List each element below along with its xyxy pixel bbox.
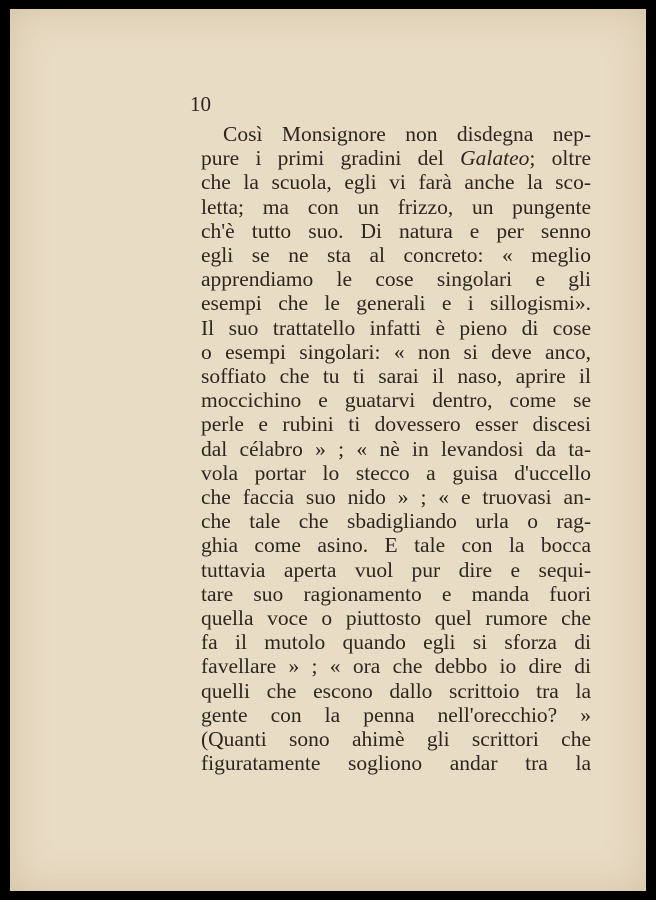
- text-line: ghia come asino. E tale con la bocca: [201, 533, 591, 558]
- text-line: perle e rubini ti dovessero esser discesi: [201, 412, 591, 437]
- text-line: vola portar lo stecco a guisa d'uccello: [201, 460, 591, 485]
- text-line: quelli che escono dallo scrittoio tra la: [201, 678, 591, 703]
- book-page: [10, 9, 646, 891]
- text-line: tuttavia aperta vuol pur dire e sequi-: [201, 557, 591, 582]
- text-line: apprendiamo le cose singolari e gli: [201, 267, 591, 292]
- text-line: ch'è tutto suo. Di natura e per senno: [201, 218, 591, 243]
- text-line: quella voce o piuttosto quel rumore che: [201, 606, 591, 631]
- text-line-start: pure i primi gradini del: [201, 146, 444, 171]
- text-line: letta; ma con un frizzo, un pungente: [201, 194, 591, 219]
- text-line: figuratamente sogliono andar tra la: [201, 751, 591, 776]
- text-line: egli se ne sta al concreto: « meglio: [201, 243, 591, 268]
- book-title-galateo: Galateo: [460, 146, 530, 171]
- text-line: che la scuola, egli vi farà anche la sco-: [201, 170, 591, 195]
- text-line: dal célabro » ; « nè in levandosi da ta-: [201, 436, 591, 461]
- text-line: Così Monsignore non disdegna nep-: [223, 122, 591, 146]
- body-text: [201, 122, 591, 775]
- text-line: tare suo ragionamento e manda fuori: [201, 581, 591, 606]
- page-number: 10: [190, 92, 211, 116]
- text-line: gente con la penna nell'orecchio? »: [201, 702, 591, 727]
- text-line: o esempi singolari: « non si deve anco,: [201, 339, 591, 364]
- text-line: favellare » ; « ora che debbo io dire di: [201, 654, 591, 679]
- text-line: Il suo trattatello infatti è pieno di cose: [201, 315, 591, 340]
- text-line-end: ; oltre: [529, 146, 592, 171]
- text-line: che faccia suo nido » ; « e truovasi an-: [201, 485, 591, 510]
- text-line: fa il mutolo quando egli si sforza di: [201, 630, 591, 655]
- text-line-with-title: [201, 146, 591, 170]
- text-line: che tale che sbadigliando urla o rag-: [201, 509, 591, 534]
- text-line: moccichino e guatarvi dentro, come se: [201, 388, 591, 413]
- text-line: (Quanti sono ahimè gli scrittori che: [201, 727, 591, 752]
- text-line: esempi che le generali e i sillogismi».: [201, 291, 591, 316]
- text-line: soffiato che tu ti sarai il naso, aprire il: [201, 364, 591, 389]
